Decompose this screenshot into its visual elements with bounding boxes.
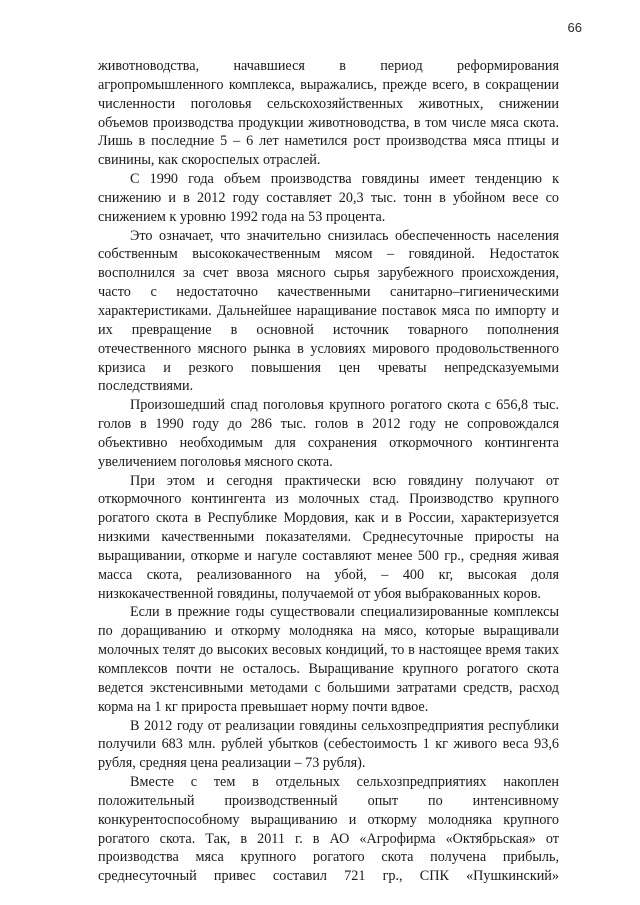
paragraph-1: животноводства, начавшиеся в период реформирования агропромышленного комплекса, выражались, прежде всего, в сокращении численности поголовья сельскохозяйственных животных, снижении объемов производства продукции животноводства, в том числе мяса скота. Лишь в последние 5 – 6 лет наметился рост производства мяса птицы и свинины, как скороспелых отраслей. bbox=[98, 58, 559, 169]
paragraph-7: В 2012 году от реализации говядины сельхозпредприятия республики получили 683 млн. рублей убытков (себестоимость 1 кг живого веса 93,6 рубля, средняя цена реализации – 73 рубля). bbox=[98, 717, 559, 772]
paragraph-6: Если в прежние годы существовали специализированные комплексы по доращиванию и откорму молодняка на мясо, которые выращивали молочных телят до высоких весовых кондиций, то в настоящее время таких комплексов почти не осталось. Выращивание крупного рогатого скота ведется экстенсивными методами с большими затратами средств, расход корма на 1 кг прироста превышает норму почти вдвое. bbox=[98, 604, 559, 715]
paragraph-8: Вместе с тем в отдельных сельхозпредприятиях накоплен положительный производственный опыт по интенсивному конкурентоспособному выращиванию и откорму молодняка крупного рогатого скота. Так, в 2011 г. в АО «Агрофирма «Октябрьская» от производства мяса крупного рогатого скота получена прибыль, среднесуточный привес составил 721 гр., СПК «Пушкинский» bbox=[98, 774, 559, 885]
paragraph-3: Это означает, что значительно снизилась обеспеченность населения собственным высококачественным мясом – говядиной. Недостаток восполнился за счет ввоза мясного сырья зарубежного происхождения, часто с недостаточно качественными санитарно–гигиеническими характеристиками. Дальнейшее наращивание поставок мяса по импорту и их превращение в основной источник товарного пополнения отечественного мясного рынка в условиях мирового продовольственного кризиса и резкого повышения цен чреваты непредсказуемыми последствиями. bbox=[98, 227, 559, 395]
paragraph-5: При этом и сегодня практически всю говядину получают от откормочного контингента из молочных стад. Производство крупного рогатого скота в Республике Мордовия, как и в России, характеризуется низкими качественными показателями. Среднесуточные приросты на выращивании, откорме и нагуле составляют менее 500 гр., средняя живая масса скота, реализованного на убой, – 400 кг, высокая доля низкокачественной говядины, получаемой от убоя выбракованных коров. bbox=[98, 472, 559, 602]
body-text bbox=[98, 57, 559, 886]
page-number: 66 bbox=[567, 20, 582, 35]
paragraph-4: Произошедший спад поголовья крупного рогатого скота с 656,8 тыс. голов в 1990 году до 286 тыс. голов в 2012 году не сопровождался объективно необходимым для сохранения откормочного контингента увеличением поголовья мясного скота. bbox=[98, 397, 559, 470]
paragraph-2: С 1990 года объем производства говядины имеет тенденцию к снижению и в 2012 году составляет 20,3 тыс. тонн в убойном весе со снижением к уровню 1992 года на 53 процента. bbox=[98, 171, 559, 225]
